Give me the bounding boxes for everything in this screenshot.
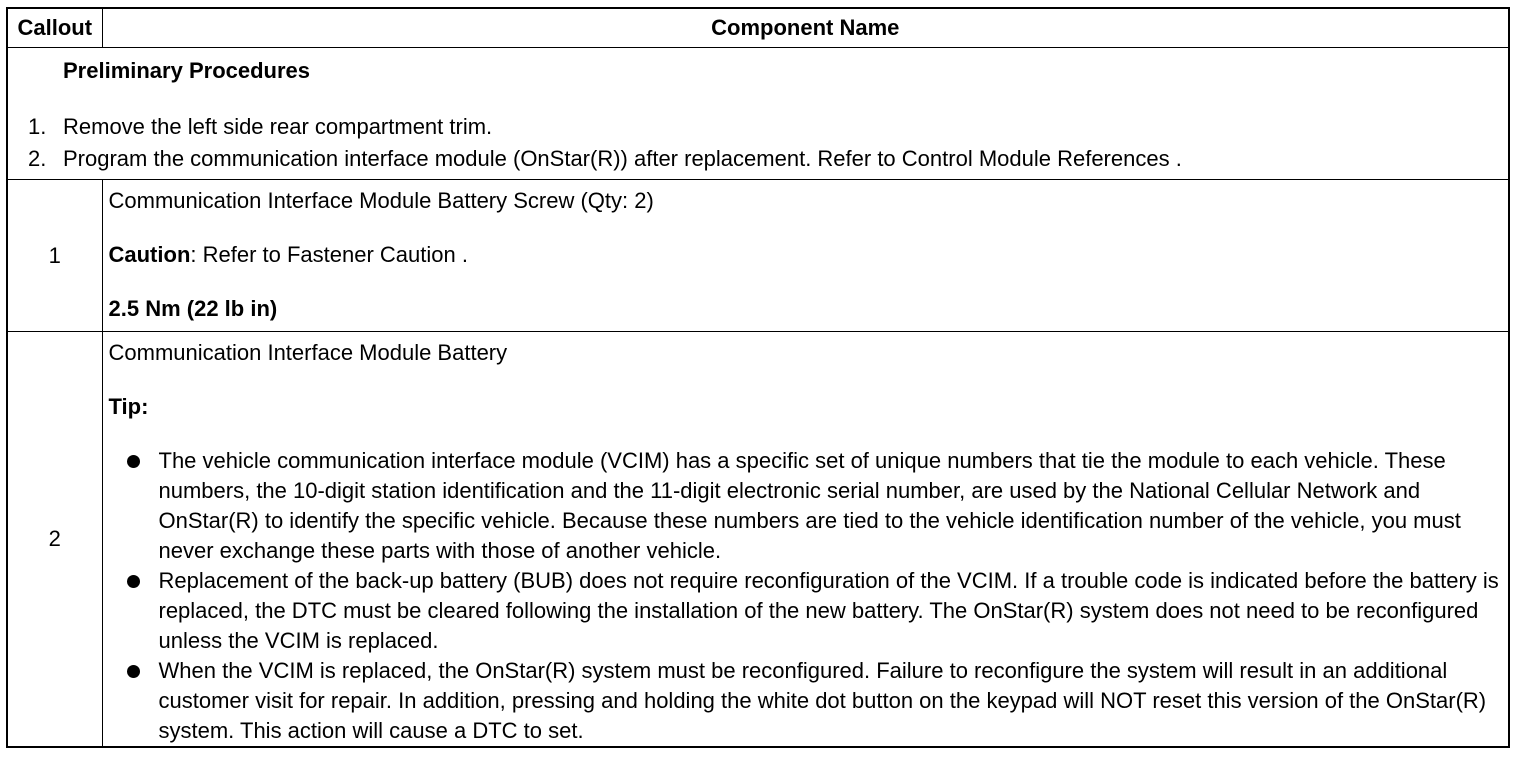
component-table [6, 7, 1510, 748]
preliminary-step [8, 143, 1508, 175]
preliminary-step [8, 111, 1508, 143]
tip-text: Replacement of the back-up battery (BUB) does not require reconfiguration of the VCIM. If a trouble code is indicated before the battery is replaced, the DTC must be cleared following the installation of the new battery. The OnStar(R) system does not need to be reconfigured unless the VCIM is replaced. [158, 568, 1499, 653]
caution-text: : Refer to Fastener Caution . [190, 242, 468, 267]
callout-number: 1 [7, 180, 102, 332]
component-name: Communication Interface Module Battery Screw (Qty: 2) [108, 188, 654, 213]
preliminary-cell [7, 48, 1509, 180]
tip-item [109, 446, 1509, 566]
component-name: Communication Interface Module Battery [108, 340, 508, 365]
step-number: 2. [28, 146, 47, 171]
preliminary-row [7, 48, 1509, 180]
callout-number: 2 [7, 332, 102, 748]
table-row [7, 332, 1509, 748]
step-text: Program the communication interface module (OnStar(R)) after replacement. Refer to Control Module References . [63, 146, 1182, 171]
table-row [7, 180, 1509, 332]
callout-header: Callout [7, 8, 102, 48]
torque-spec: 2.5 Nm (22 lb in) [108, 296, 278, 321]
step-number: 1. [28, 114, 47, 139]
preliminary-title: Preliminary Procedures [63, 58, 311, 83]
header-row [7, 8, 1509, 48]
tip-item [109, 656, 1509, 746]
tip-item [109, 566, 1509, 656]
tip-text: The vehicle communication interface module (VCIM) has a specific set of unique numbers that tie the module to each vehicle. These numbers, the 10-digit station identification and the 11-digit electronic serial number, are used by the National Cellular Network and OnStar(R) to identify the specific vehicle. Because these numbers are tied to the vehicle identification number of the vehicle, you must never exchange these parts with those of another vehicle. [158, 448, 1461, 563]
bullet-icon [127, 665, 140, 678]
component-name-header: Component Name [102, 8, 1509, 48]
tip-list [109, 446, 1509, 746]
tip-label: Tip: [108, 394, 149, 419]
caution-note [109, 240, 1509, 270]
bullet-icon [127, 455, 140, 468]
preliminary-steps [8, 111, 1508, 175]
bullet-icon [127, 575, 140, 588]
step-text: Remove the left side rear compartment trim. [63, 114, 493, 139]
caution-label: Caution [108, 242, 191, 267]
tip-text: When the VCIM is replaced, the OnStar(R) system must be reconfigured. Failure to reconfigure the system will result in an additional customer visit for repair. In addition, pressing and holding the white dot button on the keypad will NOT reset this version of the OnStar(R) system. This action will cause a DTC to set. [158, 658, 1487, 743]
component-cell [102, 332, 1509, 748]
component-cell [102, 180, 1509, 332]
